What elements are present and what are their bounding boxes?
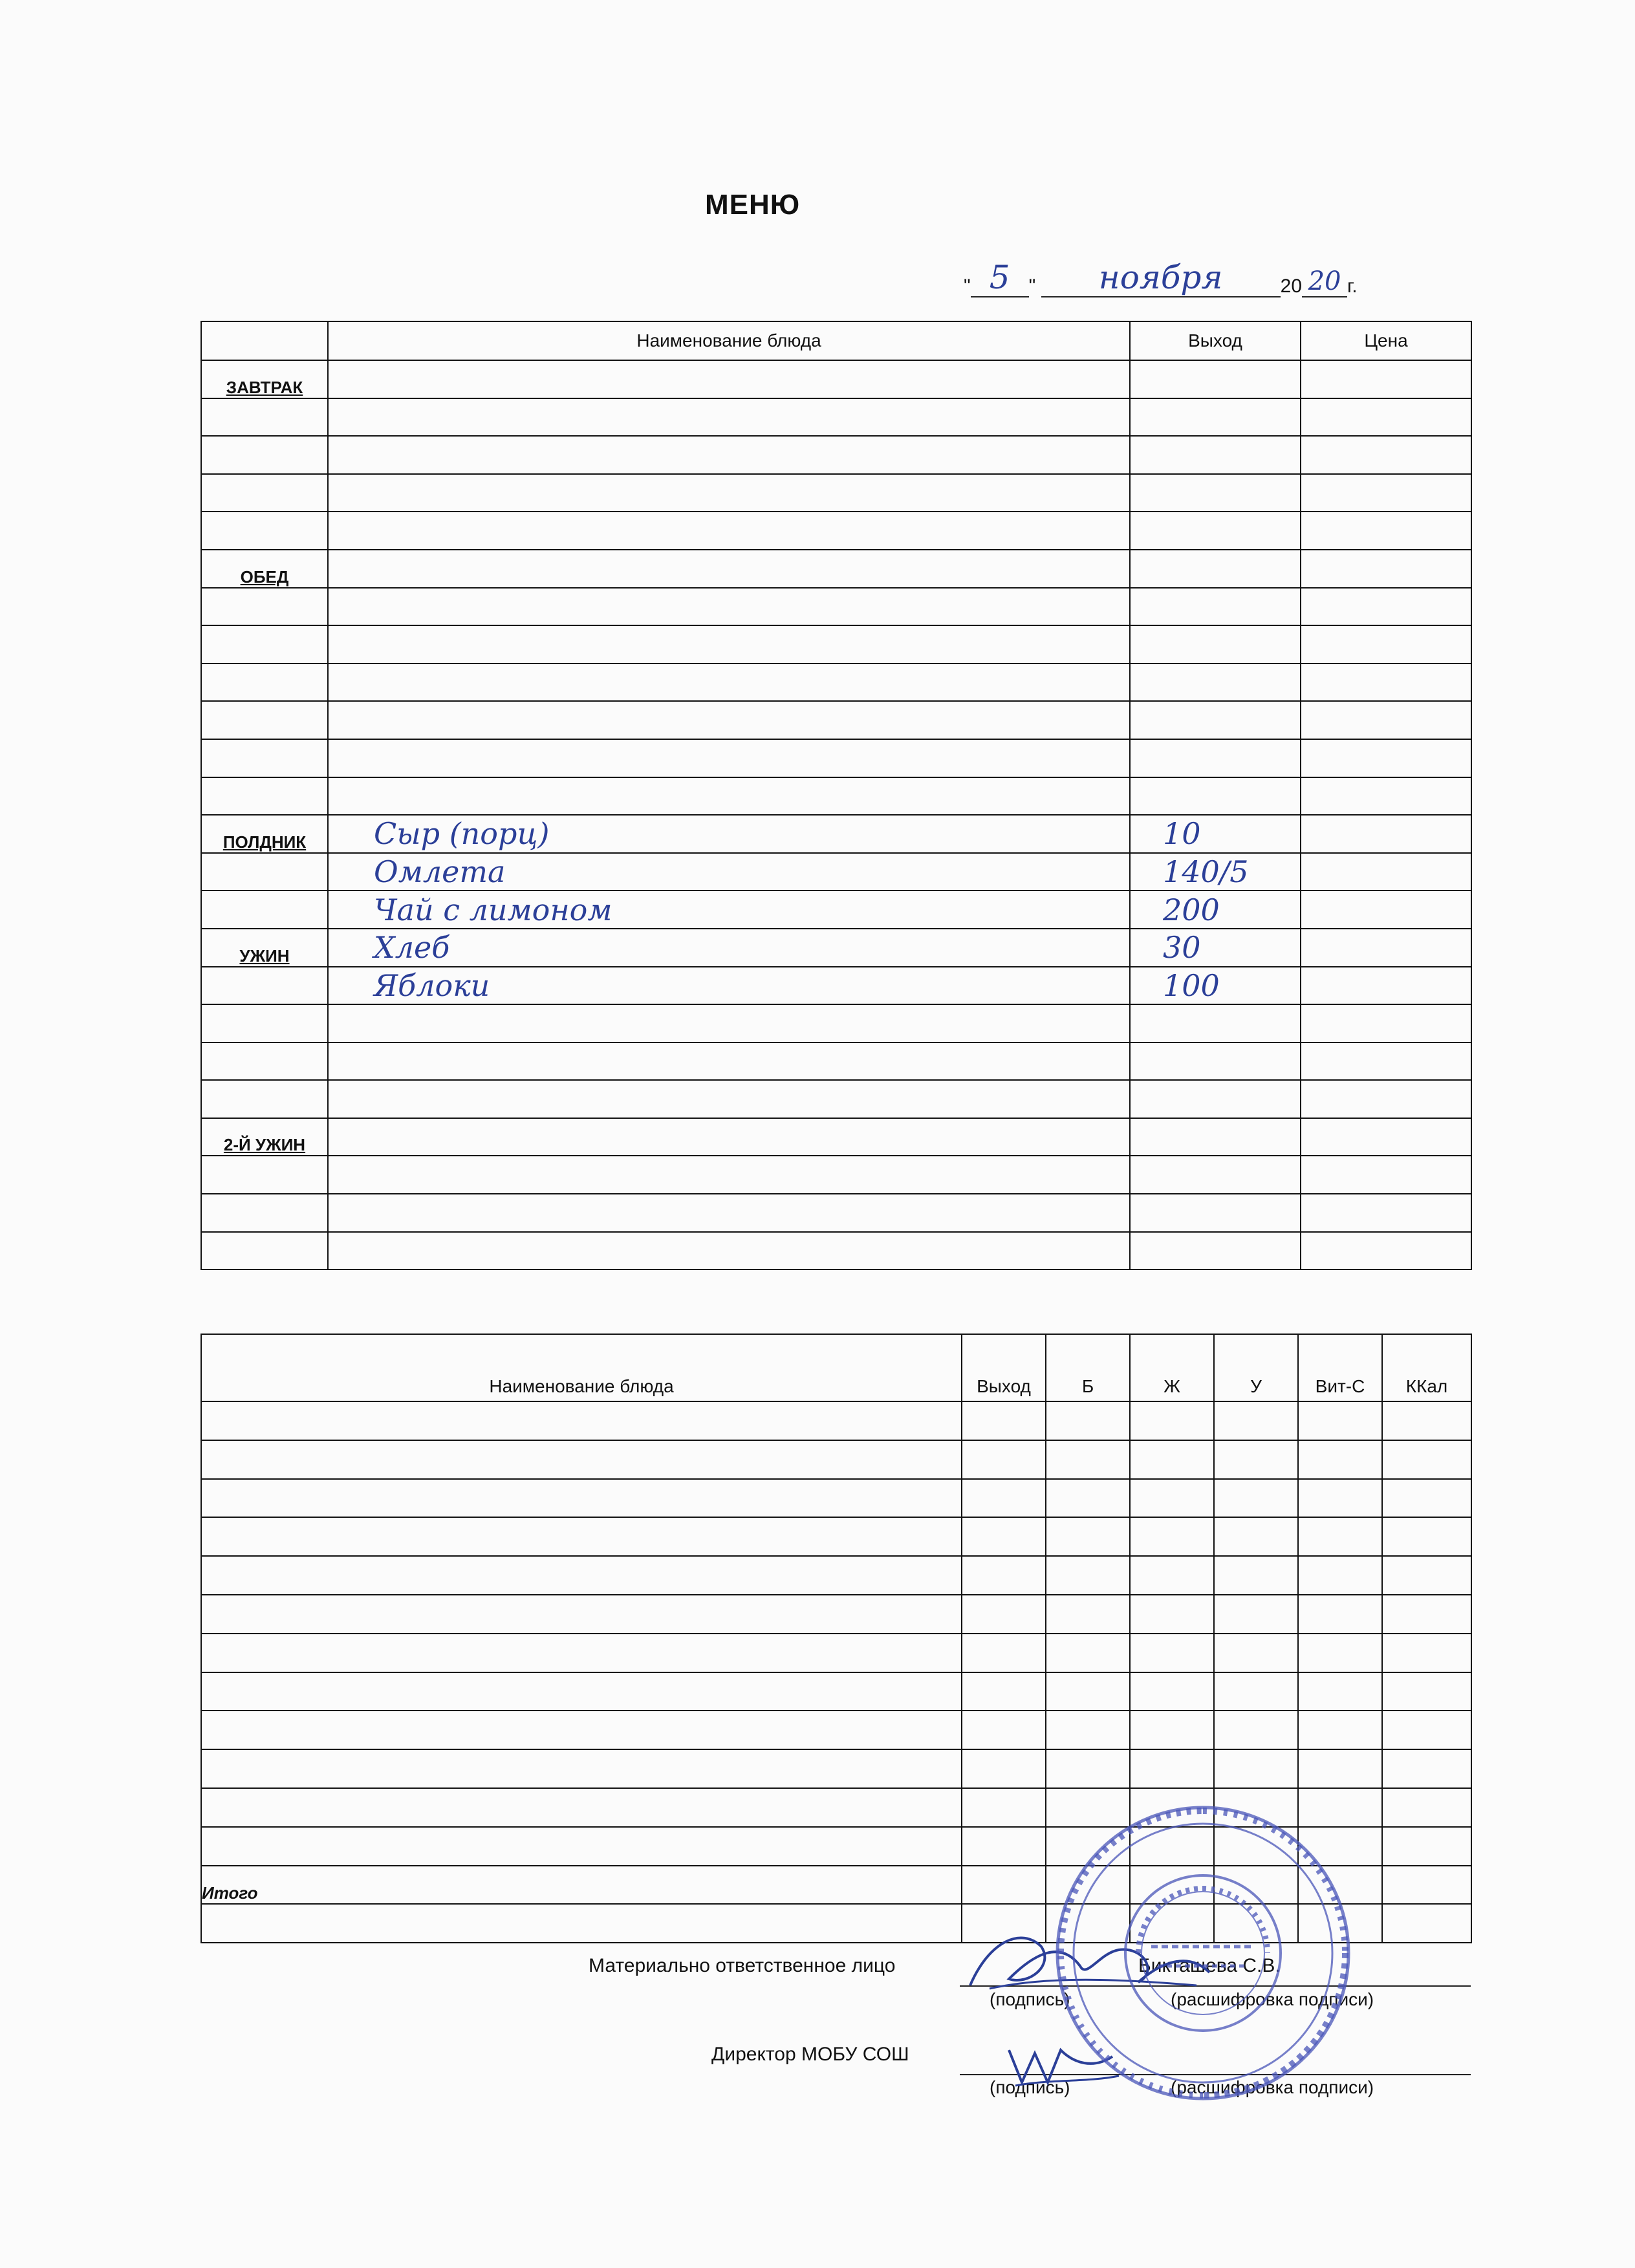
- table-row: [201, 360, 1471, 398]
- table-row: [201, 967, 1471, 1005]
- table-row: [201, 1156, 1471, 1194]
- header-fat: Ж: [1130, 1334, 1214, 1401]
- header-output: Выход: [1130, 321, 1301, 360]
- table-row: [201, 512, 1471, 550]
- official-stamp-icon: [1048, 1798, 1358, 2108]
- table-row: [201, 1711, 1471, 1749]
- table-row: [201, 1042, 1471, 1081]
- caption-decode: (расшифровка подписи): [1171, 1989, 1374, 2009]
- table-row: [201, 398, 1471, 437]
- table-row: [201, 777, 1471, 815]
- table-row: [201, 1118, 1471, 1156]
- dish-name: Чай с лимоном: [374, 892, 612, 927]
- dish-output: 30: [1163, 930, 1201, 966]
- page-title: МЕНЮ: [705, 189, 801, 221]
- meal-second-dinner: 2-Й УЖИН: [201, 1118, 328, 1156]
- caption-signature: (подпись): [990, 2077, 1070, 2097]
- header-dish: Наименование блюда: [201, 1334, 962, 1401]
- table-row: [201, 625, 1471, 664]
- table-row: [201, 588, 1471, 626]
- table-row: [201, 1194, 1471, 1232]
- dish-name: Омлета: [374, 854, 506, 890]
- table-row: [201, 929, 1471, 967]
- menu-header-row: [201, 321, 1471, 360]
- table-row: [201, 1401, 1471, 1440]
- date-month: ноября: [1098, 259, 1223, 296]
- table-row: [201, 1634, 1471, 1672]
- table-row: [201, 1672, 1471, 1711]
- dish-name: Хлеб: [374, 930, 450, 966]
- caption-decode: (расшифровка подписи): [1171, 2077, 1374, 2097]
- caption-signature: (подпись): [990, 1989, 1070, 2009]
- table-row: [201, 1479, 1471, 1518]
- table-row: [201, 891, 1471, 929]
- responsible-label: Материально ответственное лицо: [589, 1955, 896, 1976]
- dish-output: 100: [1163, 967, 1220, 1003]
- meal-breakfast: ЗАВТРАК: [201, 360, 328, 398]
- meal-dinner: УЖИН: [201, 929, 328, 967]
- dish-name: Сыр (порц): [374, 816, 550, 852]
- date-open-quote: ": [964, 275, 971, 297]
- table-row: [201, 550, 1471, 588]
- table-row: [201, 1080, 1471, 1118]
- header-price: Цена: [1301, 321, 1471, 360]
- date-close-quote: ": [1028, 275, 1036, 297]
- date-year-suffix: 20: [1308, 266, 1341, 296]
- meal-snack: ПОЛДНИК: [201, 815, 328, 853]
- date-line: [964, 259, 1358, 297]
- table-row: [201, 1517, 1471, 1556]
- header-vitc: Вит-С: [1298, 1334, 1382, 1401]
- dish-output: 200: [1163, 892, 1220, 927]
- table-row: [201, 1595, 1471, 1634]
- dish-output: 140/5: [1163, 854, 1249, 890]
- header-dish: Наименование блюда: [328, 321, 1130, 360]
- table-row: [201, 1749, 1471, 1788]
- table-row: [201, 815, 1471, 853]
- table-row: [201, 664, 1471, 702]
- table-row: [201, 1004, 1471, 1042]
- table-row: [201, 853, 1471, 891]
- header-output: Выход: [962, 1334, 1046, 1401]
- table-row: [201, 436, 1471, 474]
- table-row: [201, 1440, 1471, 1479]
- table-row: [201, 739, 1471, 777]
- dish-output: 10: [1163, 816, 1201, 852]
- total-label: Итого: [201, 1866, 962, 1905]
- table-row: [201, 701, 1471, 739]
- dish-name: Яблоки: [374, 967, 490, 1003]
- menu-table: [200, 321, 1472, 1270]
- director-label: Директор МОБУ СОШ: [711, 2044, 909, 2065]
- date-year-prefix: 20: [1280, 275, 1303, 297]
- date-year-end: г.: [1347, 275, 1358, 297]
- table-row: [201, 1232, 1471, 1270]
- header-kcal: ККал: [1382, 1334, 1471, 1401]
- header-carbs: У: [1214, 1334, 1298, 1401]
- header-protein: Б: [1046, 1334, 1130, 1401]
- table-row: [201, 1556, 1471, 1595]
- nutrition-header-row: [201, 1334, 1471, 1401]
- responsible-name: Бикташева С.В.: [1138, 1955, 1281, 1976]
- meal-lunch: ОБЕД: [201, 550, 328, 588]
- table-row: [201, 474, 1471, 512]
- date-day: 5: [989, 259, 1010, 296]
